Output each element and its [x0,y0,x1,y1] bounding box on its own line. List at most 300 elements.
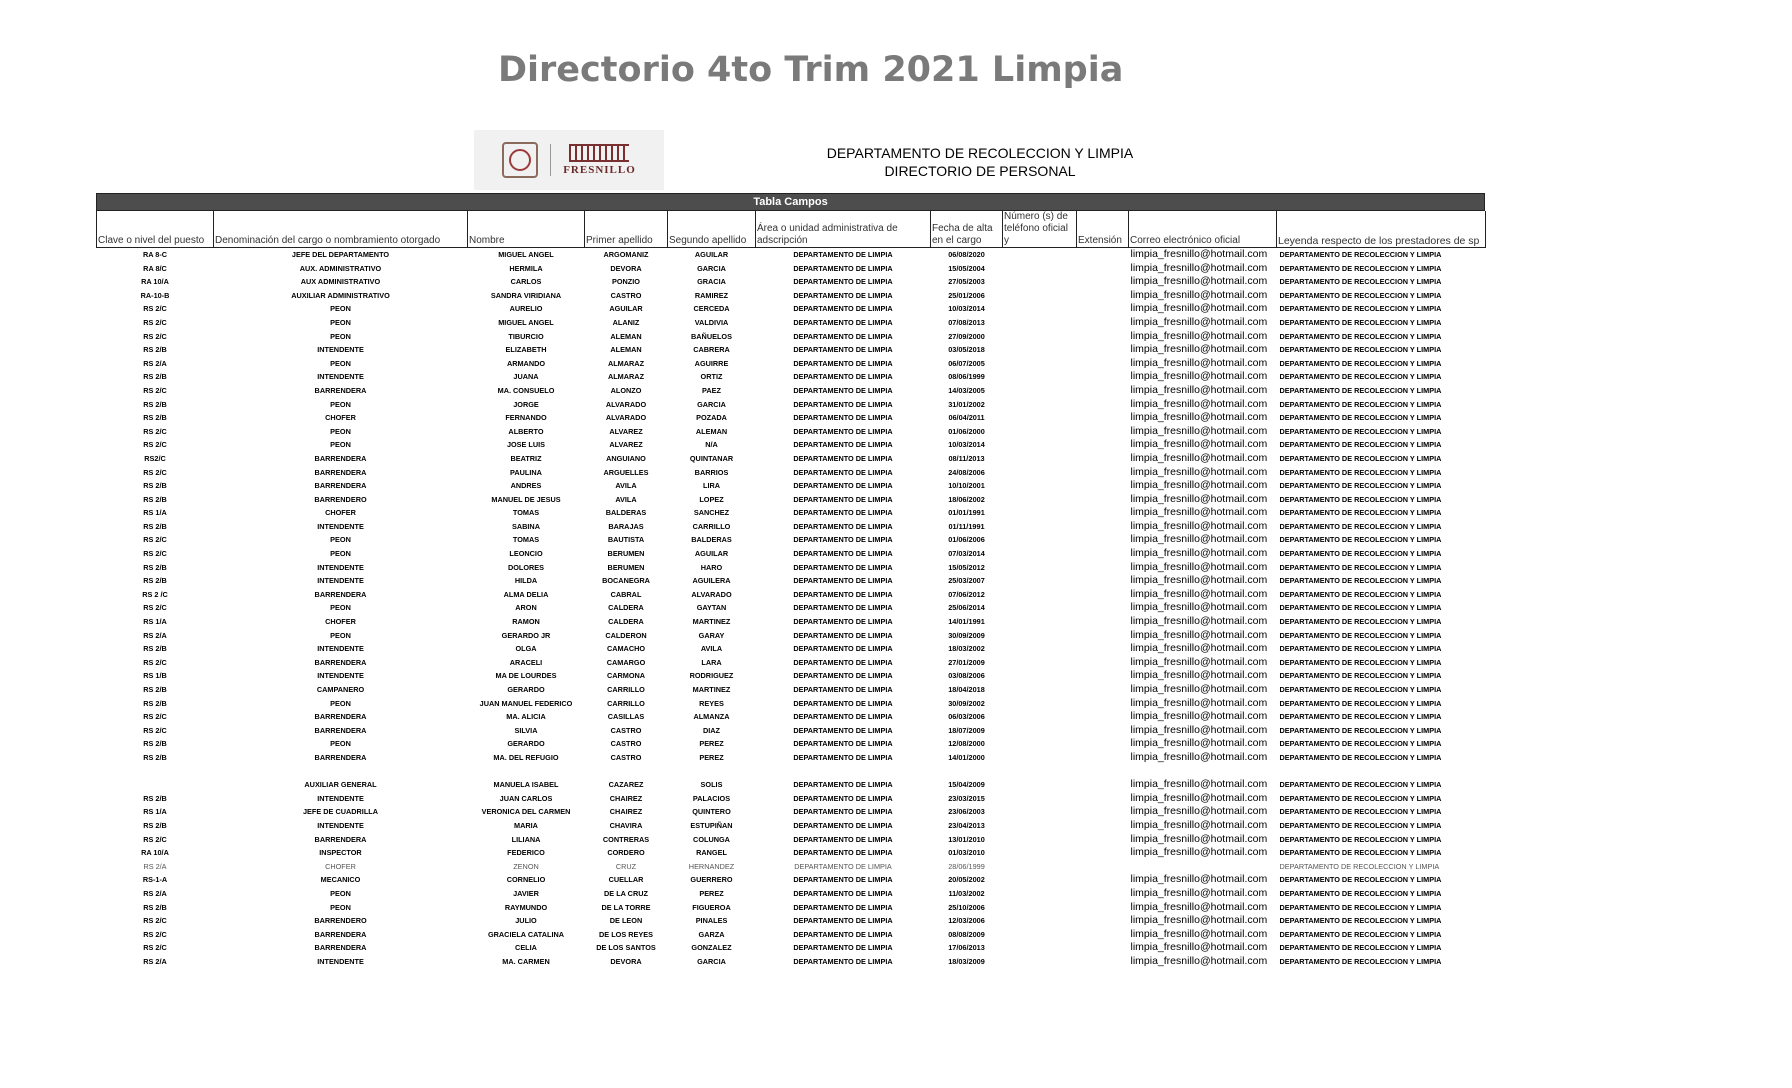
cell-primer-apellido: BOCANEGRA [602,576,650,586]
cell-correo: limpia_fresnillo@hotmail.com [1130,547,1268,560]
cell-telefono [1003,846,1077,860]
cell-telefono [1003,737,1077,751]
cell-fecha-alta: 01/06/2006 [948,535,985,545]
cell-segundo-apellido: PALACIOS [692,793,731,803]
cell-leyenda: DEPARTAMENTO DE RECOLECCION Y LIMPIA [1279,331,1442,341]
cell-fecha-alta: 07/06/2012 [948,589,985,599]
cell-area: DEPARTAMENTO DE LIMPIA [793,576,893,586]
cell-telefono [1003,751,1077,765]
cell-correo: limpia_fresnillo@hotmail.com [1130,846,1268,859]
cell-leyenda: DEPARTAMENTO DE RECOLECCION Y LIMPIA [1279,685,1442,694]
cell-segundo-apellido: CERCEDA [693,304,730,314]
cell-cargo: CHOFER [325,508,356,518]
cell-fecha-alta: 07/08/2013 [948,317,985,327]
cell-correo: limpia_fresnillo@hotmail.com [1130,574,1268,587]
cell-nombre: JORGE [513,399,539,409]
cell-correo: limpia_fresnillo@hotmail.com [1130,615,1268,628]
cell-leyenda: DEPARTAMENTO DE RECOLECCION Y LIMPIA [1279,752,1442,762]
cell-clave: RS 2/B [143,399,167,409]
cell-fecha-alta: 18/03/2009 [948,956,985,966]
cell-area: DEPARTAMENTO DE LIMPIA [793,834,893,844]
cell-segundo-apellido: GUERRERO [690,875,733,885]
cell-telefono [1003,819,1077,833]
cell-cargo: PEON [330,331,351,341]
cell-extension [1077,778,1129,792]
header-nombre: Nombre [468,211,585,248]
table-row [97,901,1486,915]
cell-primer-apellido: CABRAL [610,589,642,599]
cell-nombre: FERNANDO [505,413,547,423]
cell-primer-apellido: CALDERA [608,603,644,613]
cell-leyenda: DEPARTAMENTO DE RECOLECCION Y LIMPIA [1279,820,1442,830]
cell-leyenda: DEPARTAMENTO DE RECOLECCION Y LIMPIA [1279,358,1442,368]
cell-segundo-apellido: BAÑUELOS [691,331,732,341]
cell-segundo-apellido: ALVARADO [691,589,732,599]
cell-leyenda: DEPARTAMENTO DE RECOLECCION Y LIMPIA [1279,508,1442,518]
cell-cargo: PEON [330,304,351,314]
cell-extension [1077,914,1129,928]
cell-segundo-apellido: GARCIA [697,263,726,273]
cell-leyenda: DEPARTAMENTO DE RECOLECCION Y LIMPIA [1279,848,1442,858]
table-row [97,248,1486,262]
cell-correo: limpia_fresnillo@hotmail.com [1130,587,1268,600]
table-row [97,710,1486,724]
cell-clave: RS 2/B [143,752,167,762]
cell-nombre: MA. DEL REFUGIO [493,752,559,762]
cell-correo: limpia_fresnillo@hotmail.com [1130,873,1268,886]
cell-clave: RS 2/B [143,644,167,654]
cell-segundo-apellido: LARA [701,657,722,667]
table-row [97,330,1486,344]
cell-area: DEPARTAMENTO DE LIMPIA [793,657,893,667]
cell-extension [1077,697,1129,711]
cell-extension [1077,669,1129,683]
cell-telefono [1003,520,1077,534]
cell-telefono [1003,615,1077,629]
cell-correo: limpia_fresnillo@hotmail.com [1130,302,1268,315]
cell-extension [1077,792,1129,806]
cell-cargo: PEON [330,739,351,749]
cell-fecha-alta: 23/04/2013 [948,820,985,830]
cell-primer-apellido: CAMACHO [606,644,646,654]
cell-clave: RA 8-C [142,250,168,259]
cell-cargo: BARRENDERA [314,453,367,463]
cell-cargo: INTENDENTE [317,576,364,586]
cell-clave: RS 2/B [143,413,167,423]
cell-telefono [1003,901,1077,915]
cell-telefono [1003,683,1077,697]
cell-nombre: HILDA [514,576,538,586]
cell-fecha-alta: 27/05/2003 [948,277,985,287]
cell-fecha-alta: 25/10/2006 [948,902,985,912]
cell-correo: limpia_fresnillo@hotmail.com [1130,642,1268,655]
cell-clave: RS 2/A [143,630,167,640]
cell-segundo-apellido: FIGUEROA [692,902,731,912]
cell-extension [1077,262,1129,276]
table-row [97,792,1486,806]
table-row [97,846,1486,860]
cell-fecha-alta: 10/10/2001 [948,481,985,491]
cell-segundo-apellido: QUINTANAR [689,453,734,463]
cell-clave: RS 2/B [143,345,167,355]
cell-fecha-alta: 08/11/2013 [948,453,985,463]
cell-cargo: BARRENDERA [314,385,367,395]
table-row [97,833,1486,847]
cell-fecha-alta: 10/03/2014 [948,440,985,450]
cell-leyenda: DEPARTAMENTO DE RECOLECCION Y LIMPIA [1279,494,1442,504]
cell-leyenda: DEPARTAMENTO DE RECOLECCION Y LIMPIA [1279,929,1442,939]
table-row [97,860,1486,874]
cell-primer-apellido: DE LEON [609,916,643,926]
cell-primer-apellido: CHAVIRA [609,820,643,830]
cell-primer-apellido: BAUTISTA [607,535,645,545]
cell-leyenda: DEPARTAMENTO DE RECOLECCION Y LIMPIA [1279,589,1442,599]
cell-area: DEPARTAMENTO DE LIMPIA [793,807,893,817]
cell-primer-apellido: BALDERAS [605,508,647,518]
cell-leyenda: DEPARTAMENTO DE RECOLECCION Y LIMPIA [1279,399,1442,409]
cell-cargo: PEON [330,888,351,898]
table-row [97,547,1486,561]
cell-primer-apellido: DE LA CRUZ [604,888,648,898]
cell-nombre: CORNELIO [506,875,546,885]
cell-telefono [1003,561,1077,575]
cell-clave: RS 2/C [143,603,167,613]
cell-segundo-apellido: CARRILLO [692,521,731,531]
cell-correo: limpia_fresnillo@hotmail.com [1130,370,1268,383]
cell-fecha-alta: 01/01/1991 [948,508,985,518]
cell-leyenda: DEPARTAMENTO DE RECOLECCION Y LIMPIA [1279,888,1442,898]
cell-correo: limpia_fresnillo@hotmail.com [1130,383,1268,396]
cell-segundo-apellido: GARCIA [697,399,726,409]
cell-nombre: JUAN MANUEL FEDERICO [479,698,573,708]
cell-fecha-alta: 01/06/2000 [948,426,985,436]
cell-leyenda: DEPARTAMENTO DE RECOLECCION Y LIMPIA [1279,725,1442,735]
cell-cargo: INTENDENTE [317,345,364,355]
cell-correo: limpia_fresnillo@hotmail.com [1130,791,1268,804]
cell-telefono [1003,398,1077,412]
cell-area: DEPARTAMENTO DE LIMPIA [793,603,893,613]
cell-extension [1077,493,1129,507]
cell-segundo-apellido: PINALES [695,916,728,926]
header-extension: Extensión [1077,211,1129,248]
cell-area: DEPARTAMENTO DE LIMPIA [793,440,893,450]
cell-area: DEPARTAMENTO DE LIMPIA [793,712,893,722]
cell-fecha-alta: 27/09/2000 [948,331,985,341]
cell-correo: limpia_fresnillo@hotmail.com [1130,315,1268,328]
table-row [97,357,1486,371]
cell-correo: limpia_fresnillo@hotmail.com [1130,941,1268,954]
cell-extension [1077,710,1129,724]
header-cargo: Denominación del cargo o nombramiento otorgado [214,211,468,248]
table-row [97,819,1486,833]
cell-telefono [1003,574,1077,588]
cell-cargo [214,765,468,779]
cell-segundo-apellido: HARO [700,562,723,572]
cell-cargo: INTENDENTE [317,671,364,681]
cell-correo: limpia_fresnillo@hotmail.com [1130,533,1268,546]
cell-area: DEPARTAMENTO DE LIMPIA [793,263,893,273]
cell-segundo-apellido: GARZA [698,929,725,939]
cell-telefono [1003,601,1077,615]
cell-segundo-apellido: GARAY [698,630,725,640]
cell-extension [1077,357,1129,371]
cell-primer-apellido: ALVAREZ [609,426,643,436]
header-telefono: Número (s) de teléfono oficial y [1003,211,1077,248]
cell-area: DEPARTAMENTO DE LIMPIA [793,508,893,518]
header-leyenda: Leyenda respecto de los prestadores de sp [1277,211,1486,248]
table-row [97,724,1486,738]
cell-area: DEPARTAMENTO DE LIMPIA [793,317,893,327]
cell-primer-apellido [585,765,668,779]
cell-correo: limpia_fresnillo@hotmail.com [1130,859,1268,872]
cell-fecha-alta: 17/06/2013 [948,943,985,953]
cell-nombre: MANUEL DE JESUS [491,494,561,504]
cell-leyenda: DEPARTAMENTO DE RECOLECCION Y LIMPIA [1279,644,1442,654]
cell-area: DEPARTAMENTO DE LIMPIA [793,956,893,966]
cell-nombre: LEONCIO [509,549,543,559]
cell-area: DEPARTAMENTO DE LIMPIA [793,820,893,830]
cell-telefono [1003,805,1077,819]
header-area: Área o unidad administrativa de adscripción [756,211,931,248]
table-row [97,955,1486,969]
cell-segundo-apellido: GARCIA [697,956,726,966]
cell-primer-apellido: CASTRO [610,725,642,735]
cell-nombre: GERARDO [507,739,545,749]
cell-extension [1077,887,1129,901]
cell-clave [97,765,214,779]
table-row [97,887,1486,901]
cell-leyenda: DEPARTAMENTO DE RECOLECCION Y LIMPIA [1279,345,1442,355]
cell-area: DEPARTAMENTO DE LIMPIA [793,277,893,287]
cell-area: DEPARTAMENTO DE LIMPIA [793,671,893,681]
cell-clave: RA-10-B [140,290,170,300]
cell-area: DEPARTAMENTO DE LIMPIA [793,372,893,382]
cell-fecha-alta: 15/04/2009 [948,780,985,790]
cell-fecha-alta: 01/11/1991 [948,521,985,531]
cell-cargo: PEON [330,317,351,327]
cell-extension [1077,901,1129,915]
cell-area: DEPARTAMENTO DE LIMPIA [793,875,893,885]
cell-area: DEPARTAMENTO DE LIMPIA [793,617,893,627]
cell-telefono [1003,493,1077,507]
cell-nombre: JULIO [515,916,537,926]
cell-segundo-apellido: QUINTERO [692,807,731,817]
cell-segundo-apellido: RODRIGUEZ [689,671,734,681]
cell-cargo: AUX. ADMINISTRATIVO [299,263,382,273]
cell-area: DEPARTAMENTO DE LIMPIA [793,562,893,572]
cell-primer-apellido: ALMARAZ [607,372,645,382]
cell-clave: RS 2/A [143,861,167,871]
cell-telefono [1003,438,1077,452]
cell-clave: RS 2/C [143,834,167,844]
cell-leyenda: DEPARTAMENTO DE RECOLECCION Y LIMPIA [1279,739,1442,749]
cell-clave: RS 2/A [143,358,167,368]
cell-fecha-alta: 06/07/2005 [948,358,985,368]
cell-clave: RS 2/C [143,440,167,450]
cell-nombre: SANDRA VIRIDIANA [490,290,562,300]
cell-area: DEPARTAMENTO DE LIMPIA [793,929,893,939]
cell-cargo: BARRENDERA [314,725,367,735]
cell-correo: limpia_fresnillo@hotmail.com [1130,696,1268,709]
cell-telefono [1003,330,1077,344]
cell-clave: RS 2/B [143,576,167,586]
cell-cargo: BARRENDERA [314,929,367,939]
cell-segundo-apellido: SOLIS [700,780,723,790]
cell-cargo: PEON [330,698,351,708]
cell-extension [1077,574,1129,588]
cell-clave: RS 2/C [143,467,167,477]
cell-cargo: AUXILIAR GENERAL [304,780,377,790]
cell-primer-apellido: CASILLAS [607,712,645,722]
cell-segundo-apellido: CABRERA [693,345,730,355]
cell-telefono [1003,275,1077,289]
cell-area: DEPARTAMENTO DE LIMPIA [793,331,893,341]
cell-extension [1077,833,1129,847]
cell-leyenda: DEPARTAMENTO DE RECOLECCION Y LIMPIA [1279,807,1442,817]
logo-wordmark: FRESNILLO [563,164,636,176]
cell-clave: RS 2/C [143,929,167,939]
cell-telefono [1003,289,1077,303]
cell-primer-apellido: CHAIREZ [609,793,643,803]
cell-telefono [1003,642,1077,656]
cell-nombre: JUANA [513,372,539,382]
cell-fecha-alta [931,765,1003,779]
cell-segundo-apellido: DIAZ [702,725,721,735]
cell-nombre: JUAN CARLOS [499,793,553,803]
cell-extension [1077,561,1129,575]
cell-area: DEPARTAMENTO DE LIMPIA [793,481,893,491]
cell-area: DEPARTAMENTO DE LIMPIA [793,345,893,355]
cell-extension [1077,751,1129,765]
cell-extension [1077,398,1129,412]
cell-area: DEPARTAMENTO DE LIMPIA [793,521,893,531]
cell-telefono [1003,669,1077,683]
cell-cargo: PEON [330,440,351,450]
cell-primer-apellido: CARRILLO [607,698,645,708]
cell-extension [1077,506,1129,520]
cell-extension [1077,765,1129,779]
cell-correo: limpia_fresnillo@hotmail.com [1130,397,1268,410]
cell-cargo: CHOFER [325,861,356,871]
cell-nombre: TIBURCIO [508,331,544,341]
cell-leyenda: DEPARTAMENTO DE RECOLECCION Y LIMPIA [1279,521,1442,531]
cell-correo: limpia_fresnillo@hotmail.com [1130,750,1268,763]
cell-cargo: INTENDENTE [317,521,364,531]
cell-nombre: MA. CONSUELO [497,385,555,395]
cell-telefono [1003,411,1077,425]
cell-cargo: PEON [330,630,351,640]
table-row [97,588,1486,602]
cell-leyenda: DEPARTAMENTO DE RECOLECCION Y LIMPIA [1279,902,1442,912]
cell-clave: RS 1/B [143,671,167,681]
cell-leyenda: DEPARTAMENTO DE RECOLECCION Y LIMPIA [1279,657,1442,667]
cell-area: DEPARTAMENTO DE LIMPIA [793,780,893,790]
cell-correo: limpia_fresnillo@hotmail.com [1130,465,1268,478]
cell-fecha-alta: 12/08/2000 [948,739,985,749]
cell-extension [1077,629,1129,643]
cell-clave: RS 2/B [143,739,167,749]
cell-extension [1077,683,1129,697]
cell-nombre: RAMON [512,617,540,627]
cell-cargo: INTENDENTE [317,956,364,966]
cell-extension [1077,656,1129,670]
cell-correo: limpia_fresnillo@hotmail.com [1130,710,1268,723]
cell-primer-apellido: ANGUIANO [606,453,646,463]
table-row [97,914,1486,928]
cell-leyenda: DEPARTAMENTO DE RECOLECCION Y LIMPIA [1279,250,1442,259]
cell-fecha-alta: 03/08/2006 [948,671,985,681]
cell-area: DEPARTAMENTO DE LIMPIA [794,861,892,871]
cell-cargo: BARRENDERO [314,916,367,926]
cell-clave: RS 2/B [143,793,167,803]
cell-fecha-alta: 30/09/2002 [948,698,985,708]
cell-leyenda: DEPARTAMENTO DE RECOLECCION Y LIMPIA [1279,916,1442,926]
cell-segundo-apellido: ALMANZA [693,712,730,722]
cell-area: DEPARTAMENTO DE LIMPIA [793,385,893,395]
cell-nombre: HERMILA [509,263,543,273]
cell-cargo: BARRENDERO [314,494,367,504]
cell-leyenda: DEPARTAMENTO DE RECOLECCION Y LIMPIA [1279,617,1442,627]
cell-extension [1077,452,1129,466]
cell-telefono [1003,710,1077,724]
cell-segundo-apellido: COLUNGA [693,834,730,844]
cell-correo: limpia_fresnillo@hotmail.com [1130,479,1268,492]
cell-clave: RS 2/C [143,712,167,722]
cell-leyenda: DEPARTAMENTO DE RECOLECCION Y LIMPIA [1279,793,1442,803]
cell-clave: RS 2/A [143,888,167,898]
directory-subtitle: DIRECTORIO DE PERSONAL [884,163,1076,179]
cell-primer-apellido: CORDERO [607,848,645,858]
cell-fecha-alta: 13/01/2010 [948,834,985,844]
cell-clave: RS 2/C [143,535,167,545]
cell-leyenda: DEPARTAMENTO DE RECOLECCION Y LIMPIA [1279,535,1442,545]
cell-nombre: ELIZABETH [505,345,547,355]
cell-clave: RS 2/C [143,385,167,395]
cell-cargo: BARRENDERA [314,834,367,844]
cell-extension [1077,873,1129,887]
cell-extension [1077,520,1129,534]
cell-correo: limpia_fresnillo@hotmail.com [1130,438,1268,451]
cell-nombre: SABINA [512,521,540,531]
cell-primer-apellido: BARAJAS [608,521,644,531]
cell-clave: RS 2/C [143,943,167,953]
cell-fecha-alta: 14/01/1991 [948,617,985,627]
cell-nombre: MA DE LOURDES [495,671,557,681]
cell-fecha-alta: 20/05/2002 [948,875,985,885]
cell-clave: RS 2/C [143,426,167,436]
cell-segundo-apellido: ALEMAN [695,426,728,436]
cell-primer-apellido: ALONZO [610,385,642,395]
cell-cargo: PEON [330,549,351,559]
cell-primer-apellido: PONZIO [612,277,640,287]
cell-fecha-alta: 14/03/2005 [948,385,985,395]
cell-correo: limpia_fresnillo@hotmail.com [1130,737,1268,750]
cell-area: DEPARTAMENTO DE LIMPIA [793,413,893,423]
table-row [97,479,1486,493]
cell-extension [1077,547,1129,561]
cell-area: DEPARTAMENTO DE LIMPIA [793,685,893,694]
cell-nombre: FEDERICO [507,848,545,858]
cell-clave: RS 2/B [143,494,167,504]
cell-telefono [1003,466,1077,480]
cell-clave: RS 2/B [143,902,167,912]
cell-primer-apellido: ARGOMANIZ [603,250,649,259]
cell-nombre: PAULINA [510,467,542,477]
cell-clave [97,778,214,792]
cell-area: DEPARTAMENTO DE LIMPIA [793,943,893,953]
cell-fecha-alta: 25/06/2014 [948,603,985,613]
table-row [97,656,1486,670]
